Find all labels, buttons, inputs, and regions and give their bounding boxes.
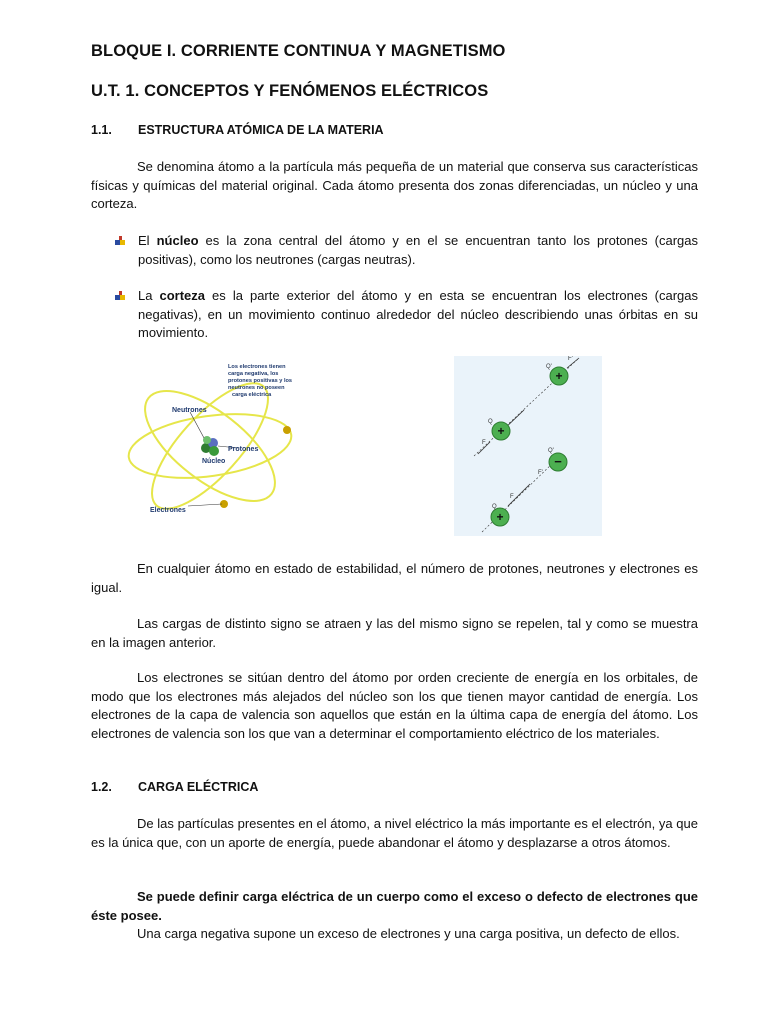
label-nucleo: Núcleo <box>202 458 226 465</box>
neutron <box>209 446 219 456</box>
unit-title: U.T. 1. CONCEPTOS Y FENÓMENOS ELÉCTRICOS <box>91 82 489 100</box>
section-heading-1-2 <box>91 780 258 794</box>
bullet-text: La corteza es la parte exterior del átomo y en esta se encuentran los electrones (cargas negativas), en un movimiento continuo alrededor del núcleo describiendo unas órbitas en su movimiento. <box>138 288 698 340</box>
paragraph-stability: En cualquier átomo en estado de estabilidad, el número de protones, neutrones y electrones es igual. <box>91 561 698 595</box>
label-neutrones: Neutrones <box>172 407 207 414</box>
electron <box>283 426 291 434</box>
section-number: 1.1. <box>91 123 112 137</box>
section-heading-1-1 <box>91 123 384 137</box>
paragraph-electron: De las partículas presentes en el átomo, a nivel eléctrico la más importante es el electrón, ya que es la única que, con un aporte de energía, puede abandonar el átomo y desplazarse a otros átomos. <box>91 816 698 850</box>
bullet-text: El núcleo es la zona central del átomo y en el se encuentran tanto los protones (cargas positivas), como los neutrones (cargas neutras). <box>138 233 699 267</box>
bullet-icon <box>115 236 125 246</box>
svg-text:Los electrones tienen: Los electrones tienen <box>228 364 286 370</box>
svg-text:F': F' <box>538 470 543 476</box>
paragraph-charge-sign: Una carga negativa supone un exceso de electrones y una carga positiva, un defecto de ellos. <box>137 926 680 941</box>
svg-text:F: F <box>510 494 514 500</box>
svg-text:Q: Q <box>492 504 497 510</box>
svg-text:protones positivas y los: protones positivas y los <box>228 378 293 384</box>
proton <box>203 436 211 444</box>
svg-text:carga negativa, los: carga negativa, los <box>228 371 279 377</box>
svg-text:F': F' <box>568 356 573 362</box>
svg-text:Q': Q' <box>548 448 554 454</box>
list-item-corteza <box>0 287 768 347</box>
paragraph-intro: Se denomina átomo a la partícula más pequeña de un material que conserva sus características físicas y químicas del material original. Cada átomo presenta dos zonas diferenciadas, un núcleo y una corteza. <box>91 159 698 211</box>
svg-text:+: + <box>497 424 505 438</box>
paragraph-charges-attract: Las cargas de distinto signo se atraen y las del mismo signo se repelen, tal y como se muestra en la imagen anterior. <box>91 616 698 650</box>
section-title: CARGA ELÉCTRICA <box>138 780 259 794</box>
paragraph-electron-energy: Los electrones se sitúan dentro del átomo por orden creciente de energía en los orbitales, de modo que los electrones más alejados del núcleo son los que tienen mayor cantidad de energía. Los electrones de la capa de valencia son aquellos que están en la última capa de energía del átomo. Los electrones de valencia son los que van a determinar el comportamiento eléctrico de los materiales. <box>91 670 698 741</box>
block-title: BLOQUE I. CORRIENTE CONTINUA Y MAGNETISMO <box>91 42 506 60</box>
svg-text:Q': Q' <box>546 364 552 370</box>
svg-text:neutrones no poseen: neutrones no poseen <box>228 385 285 391</box>
svg-text:carga eléctrica: carga eléctrica <box>232 392 272 398</box>
paragraph-charge-definition: Se puede definir carga eléctrica de un cuerpo como el exceso o defecto de electrones que éste posee. <box>91 889 698 923</box>
label-electrones: Electrones <box>150 507 186 514</box>
list-item-nucleo <box>0 232 768 272</box>
section-title: ESTRUCTURA ATÓMICA DE LA MATERIA <box>138 123 384 137</box>
svg-text:Q: Q <box>488 419 493 425</box>
svg-text:−: − <box>554 454 562 469</box>
section-number: 1.2. <box>91 780 112 794</box>
atom-figure <box>118 356 318 524</box>
charges-figure <box>454 356 602 536</box>
svg-text:F: F <box>482 440 486 446</box>
svg-text:+: + <box>555 369 563 383</box>
label-protones: Protones <box>228 446 259 453</box>
svg-text:+: + <box>496 510 504 524</box>
bullet-icon <box>115 291 125 301</box>
